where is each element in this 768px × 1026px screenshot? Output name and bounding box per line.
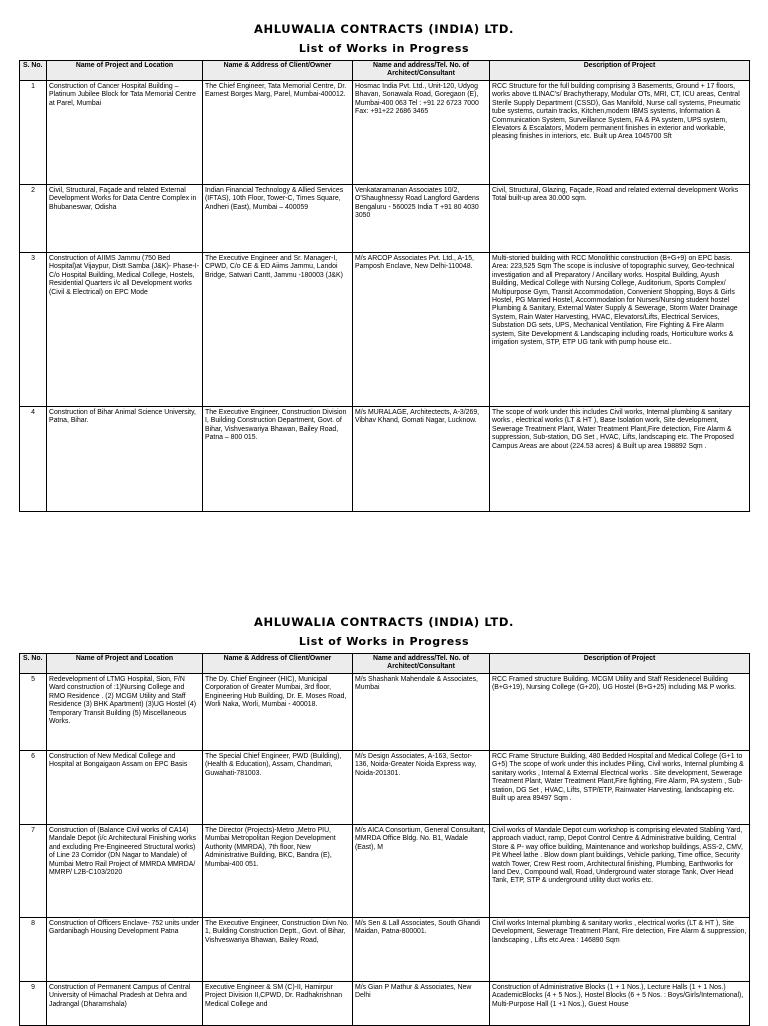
cell-project: Construction of Cancer Hospital Building – Platinum Jubilee Block for Tata Memorial Centre at Parel, Mumbai — [47, 80, 203, 184]
table-header-row — [20, 61, 750, 81]
cell-client: The Executive Engineer, Construction Division I, Building Construction Department, Govt. of Bihar, Vishveswariya Bhawan, Bailey Road, Patna – 800 015. — [203, 406, 353, 511]
table-row — [20, 824, 750, 917]
cell-description: RCC Structure for the full building comprising 3 Basements, Ground + 17 floors, works above tLINAC's/ Brachytherapy, Modular OTs, MRI, CT, ICU areas, Central Sterile Supply Department (CSSD), Gas Manifold, Nurse call systems, Pneumatic tube systems, curtain tracks, Kitchen,modern IBMS systems, Information & Communication System, Surveillance System, FA & PA system, UPS system, Elevators & Escalators, Modern permanent finishes in exterior and workable, pleasing finishes in interiors, etc. Built up Area 1045700 Sft — [490, 80, 750, 184]
cell-description: Civil works of Mandale Depot cum workshop is comprising elevated Stabling Yard, approach viaduct, ramp, Depot Control Centre & Administrative building, Central Store & P- way office building, Maintenance and workshop buildings, ASS-2, CMV, Pit Wheel lathe . Blow down plant buildings, Vehicle parking, Time office, Security watch Tower, Crew Rest room, Architectural finishing, Plumbing, Earthworks for land Dev., Compound wall, Road, Underground water storage Tank, Over Head Tank, ETP, STP & underground utility duct works etc. — [490, 824, 750, 917]
cell-architect: M/s Shashank Mahendale & Associates, Mumbai — [353, 673, 490, 750]
cell-project: Construction of Officers Enclave- 752 units under Gardanibagh Housing Development Patna — [47, 917, 203, 981]
cell-architect: M/s Gian P Mathur & Associates, New Delhi — [353, 981, 490, 1025]
cell-client: The Director (Projects)-Metro ,Metro PIU, Mumbai Metropolitan Region Development Authority (MMRDA), 7th floor, New Administrative Building, BKC, Bandra (E), Mumbai-400 051. — [203, 824, 353, 917]
cell-sno: 2 — [20, 184, 47, 252]
cell-description: Civil, Structural, Glazing, Façade, Road and related external development Works Total built-up area 30.000 sqm. — [490, 184, 750, 252]
cell-description: Multi-storied building with RCC Monolithic construction (B+G+9) on EPC basis. Area: 223,525 Sqm The scope is inclusive of topographic survey, Geo-technical investigation and all Preparatory / Ancillary works. Hospital Building, Ayush Building, Medical College with Nursing College, Auditorium, Sports Complex/ Multipurpose Gym, Transit Accommodation, Convenient Shopping, Boys & Girls Hostel, PG Married Hostel, Accommodation for Nurses/Nursing student hostel Plumbing & Sanitary, External Water Supply & Sewerage, Storm Water Drainage System, Rain Water Harvesting, HVAC, Elevators/Lifts, Electrical Services, Substation DG sets, UPS, Mechanical Ventilation, Fire Fighting & Fire Alarm system, Site Development & Landscaping including roads, Horticulture works & irrigation system, STP, ETP UG tank with pump house etc.. — [490, 252, 750, 406]
table-row — [20, 673, 750, 750]
cell-client: The Chief Engineer, Tata Memorial Centre, Dr. Earnest Borges Marg, Parel, Mumbai-400012. — [203, 80, 353, 184]
cell-client: The Executive Engineer and Sr. Manager-I, CPWD, C/o CE & ED Aiims Jammu, Landoi Bridge, Satwari Cantt, Jammu -180003 (J&K) — [203, 252, 353, 406]
page-1 — [19, 22, 749, 512]
table-row — [20, 252, 750, 406]
header-client: Name & Address of Client/Owner — [203, 654, 353, 674]
table-row — [20, 406, 750, 511]
cell-client: The Executive Engineer, Construction Divn No. 1, Building Construction Deptt., Govt. of Bihar, Vishveswariya Bhawan, Bailey Road, — [203, 917, 353, 981]
table-row — [20, 917, 750, 981]
cell-project: Civil, Structural, Façade and related External Development Works for Data Centre Complex in Bhubaneswar, Odisha — [47, 184, 203, 252]
table-row — [20, 750, 750, 824]
cell-client: Executive Engineer & SM (C)-II, Hamirpur Project Division II,CPWD, Dr. Radhakrishnan Medical College and — [203, 981, 353, 1025]
cell-project: Redevelopment of LTMG Hospital, Sion, F/N Ward construction of :1)Nursing College and RMO Residence . (2) MCGM Utility and Staff Residence (3) BHK Apartment) (3)UG Hostel (4) Temporary Transit Building (5) Miscellaneous Works. — [47, 673, 203, 750]
cell-client: The Special Chief Engineer, PWD (Building), (Health & Education), Assam, Chandmari, Guwahati-781003. — [203, 750, 353, 824]
cell-project: Construction of (Balance Civil works of CA14) Mandale Depot (i/c Architectural Finishing works and excluding Pre-Engineered Structural works) of Line 23 Corridor (DN Nagar to Mandale) of Mumbai Metro Rail Project of MMRDA MMRDA/ MMRP/ L2B-C103/2020 — [47, 824, 203, 917]
company-title: AHLUWALIA CONTRACTS (INDIA) LTD. — [254, 22, 514, 36]
table-row — [20, 981, 750, 1025]
header-client: Name & Address of Client/Owner — [203, 61, 353, 81]
cell-description: RCC Frame Structure Building, 480 Bedded Hospital and Medical College (G+1 to G+5) The scope of work under this includes Piling, Civil works, Internal plumbing & sanitary works , Internal & External Electrical works . Site development, Sewerage Treatment Plant, Water Treatment Plant,Fire fighting, Fire Alarm, PA system , Sub-station, DG Set , HVAC, Lifts, STP/ETP, Rainwater Harvesting, landscaping etc. Built up area 89497 Sqm . — [490, 750, 750, 824]
header-sno: S. No. — [20, 654, 47, 674]
table-row — [20, 184, 750, 252]
header-sno: S. No. — [20, 61, 47, 81]
cell-architect: M/s Design Associates, A-163, Sector- 136, Noida-Greater Noida Express way, Noida-201301. — [353, 750, 490, 824]
cell-description: Construction of Administrative Blocks (1 + 1 Nos.), Lecture Halls (1 + 1 Nos.) AcademicBlocks (4 + 5 Nos.), Hostel Blocks (6 + 5 Nos. : Boys/Girls/International), Multi-Purpose Hall (1 +1 Nos.), Guest House — [490, 981, 750, 1025]
header-project: Name of Project and Location — [47, 61, 203, 81]
cell-sno: 4 — [20, 406, 47, 511]
cell-project: Construction of Permanent Campus of Central University of Himachal Pradesh at Dehra and Jadrangal (Dharamshala) — [47, 981, 203, 1025]
table-row — [20, 80, 750, 184]
cell-project: Construction of AIIMS Jammu (750 Bed Hospital)at Vijaypur, Distt Samba (J&K)- Phase-I- C/o Hospital Building, Medical College, Hostels, Residential Quarters i/c all Development works (Civil & Electrical) on EPC Mode — [47, 252, 203, 406]
cell-project: Construction of New Medical College and Hospital at Bongaigaon Assam on EPC Basis — [47, 750, 203, 824]
header-description: Description of Project — [490, 61, 750, 81]
cell-description: Civil works Internal plumbing & sanitary works , electrical works (LT & HT ), Site Development, Sewerage Treatment Plant, Fire detection, Fire Alarm & suppression, landscaping , Lifts etc.Area : 146890 Sqm — [490, 917, 750, 981]
cell-sno: 3 — [20, 252, 47, 406]
page-2 — [19, 615, 749, 1026]
cell-client: Indian Financial Technology & Allied Services (IFTAS), 10th Floor, Tower-C, Times Square, Andheri (East), Mumbai – 400059 — [203, 184, 353, 252]
cell-description: RCC Framed structure Building. MCGM Utility and Staff Residenecel Building (B+G+19), Nursing College (G+20), UG Hostel (B+G+25) including M& P works. — [490, 673, 750, 750]
list-subtitle: List of Works in Progress — [298, 42, 470, 55]
cell-sno: 9 — [20, 981, 47, 1025]
cell-architect: M/s ARCOP Associates Pvt. Ltd., A-15, Pamposh Enclave, New Delhi-110048. — [353, 252, 490, 406]
cell-architect: M/s AICA Consortium, General Consultant, MMRDA Office Bldg. No. B1, Wadale (East), M — [353, 824, 490, 917]
cell-architect: Venkataramanan Associates 10/2, O'Shaughnessy Road Langford Gardens Bengaluru - 560025 India T +91 80 4030 3050 — [353, 184, 490, 252]
cell-sno: 8 — [20, 917, 47, 981]
cell-architect: M/s Sen & Lall Associates, South Ghandi Maidan, Patna-800001. — [353, 917, 490, 981]
cell-architect: Hosmac India Pvt. Ltd., Unit-120, Udyog Bhavan, Sonawala Road, Goregaon (E), Mumbai-400 063 Tel : +91 22 6723 7000 Fax: +91+22 2686 3465 — [353, 80, 490, 184]
cell-architect: M/s MURALAGE, Architectects, A-3/269, Vibhav Khand, Gomati Nagar, Lucknow. — [353, 406, 490, 511]
works-table — [19, 653, 750, 1026]
company-title: AHLUWALIA CONTRACTS (INDIA) LTD. — [254, 615, 514, 629]
header-architect: Name and address/Tel. No. of Architect/Consultant — [353, 654, 490, 674]
list-subtitle: List of Works in Progress — [298, 635, 470, 648]
works-table — [19, 60, 750, 512]
cell-project: Construction of Bihar Animal Science University, Patna, Bihar. — [47, 406, 203, 511]
cell-sno: 6 — [20, 750, 47, 824]
header-description: Description of Project — [490, 654, 750, 674]
table-header-row — [20, 654, 750, 674]
cell-sno: 5 — [20, 673, 47, 750]
cell-sno: 7 — [20, 824, 47, 917]
cell-description: The scope of work under this includes Civil works, Internal plumbing & sanitary works , electrical works (LT & HT ), Base Isolation work, Site development, Sewerage Treatment Plant, Water Treatment Plant,Fire detection, Fire Alarm & suppression, Sub-station, DG Set , HVAC, Lifts, landscaping etc. The Proposed Campus Areas are about (224.53 acres) & Built up area 198892 Sqm . — [490, 406, 750, 511]
header-project: Name of Project and Location — [47, 654, 203, 674]
cell-sno: 1 — [20, 80, 47, 184]
cell-client: The Dy. Chief Engineer (HIC), Municipal Corporation of Greater Mumbai, 3rd floor, Engineering Hub Building, Dr. E. Moses Road, Worli Naka, Worli, Mumbai - 400018. — [203, 673, 353, 750]
header-architect: Name and address/Tel. No. of Architect/Consultant — [353, 61, 490, 81]
